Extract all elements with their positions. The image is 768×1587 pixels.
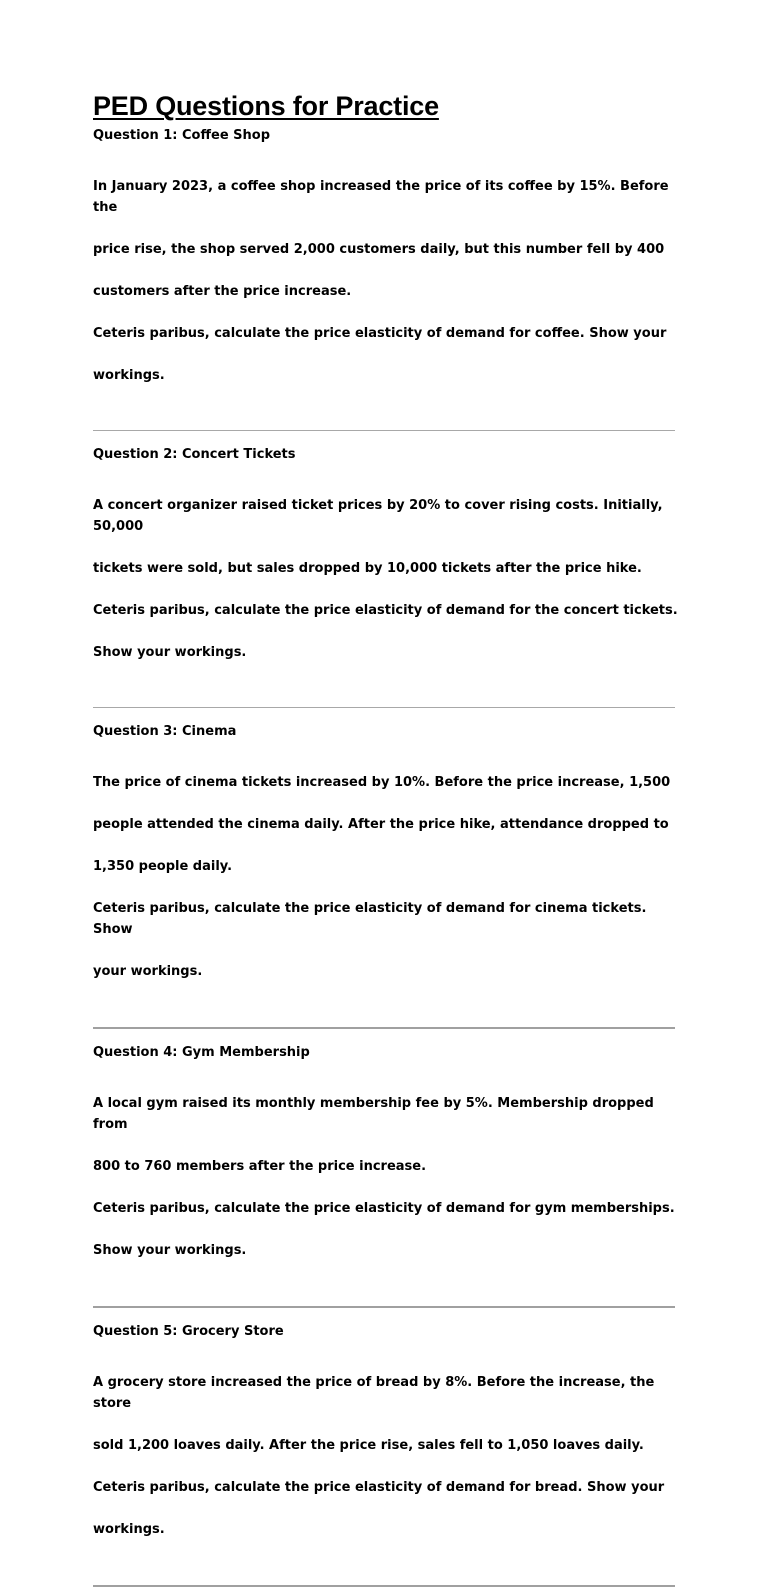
question-5	[93, 1321, 683, 1561]
question-body	[93, 474, 683, 684]
question-line: 1,350 people daily.	[93, 859, 233, 874]
question-line: Ceteris paribus, calculate the price elasticity of demand for bread. Show your	[93, 1480, 665, 1495]
question-line: 800 to 760 members after the price increase.	[93, 1159, 427, 1174]
question-2	[93, 444, 683, 684]
question-body	[93, 155, 683, 407]
question-line: sold 1,200 loaves daily. After the price rise, sales fell to 1,050 loaves daily.	[93, 1438, 644, 1453]
divider	[93, 707, 675, 708]
question-line: A grocery store increased the price of bread by 8%. Before the increase, the store	[93, 1375, 655, 1411]
question-heading: Question 1: Coffee Shop	[93, 128, 271, 143]
question-line: Show your workings.	[93, 645, 247, 660]
divider	[93, 1306, 675, 1308]
question-heading: Question 4: Gym Membership	[93, 1045, 310, 1060]
question-line: In January 2023, a coffee shop increased the price of its coffee by 15%. Before the	[93, 179, 669, 215]
question-heading: Question 5: Grocery Store	[93, 1324, 284, 1339]
question-line: Ceteris paribus, calculate the price elasticity of demand for coffee. Show your	[93, 326, 667, 341]
question-line: Show your workings.	[93, 1243, 247, 1258]
divider	[93, 430, 675, 431]
divider	[93, 1027, 675, 1029]
question-line: tickets were sold, but sales dropped by 10,000 tickets after the price hike.	[93, 561, 642, 576]
question-line: your workings.	[93, 964, 203, 979]
question-line: Ceteris paribus, calculate the price elasticity of demand for the concert tickets.	[93, 603, 678, 618]
question-line: The price of cinema tickets increased by 10%. Before the price increase, 1,500	[93, 775, 671, 790]
page-title: PED Questions for Practice	[93, 91, 439, 121]
question-heading: Question 3: Cinema	[93, 724, 237, 739]
question-line: A local gym raised its monthly membership fee by 5%. Membership dropped from	[93, 1096, 654, 1132]
question-line: customers after the price increase.	[93, 284, 352, 299]
question-line: price rise, the shop served 2,000 customers daily, but this number fell by 400	[93, 242, 665, 257]
question-line: Ceteris paribus, calculate the price elasticity of demand for cinema tickets. Show	[93, 901, 647, 937]
question-line: A concert organizer raised ticket prices by 20% to cover rising costs. Initially, 50,000	[93, 498, 663, 534]
question-line: people attended the cinema daily. After the price hike, attendance dropped to	[93, 817, 669, 832]
question-body	[93, 1072, 683, 1282]
question-1	[93, 125, 683, 407]
question-heading: Question 2: Concert Tickets	[93, 447, 296, 462]
question-line: workings.	[93, 368, 165, 383]
question-4	[93, 1042, 683, 1282]
question-line: workings.	[93, 1522, 165, 1537]
question-body	[93, 751, 683, 1003]
question-body	[93, 1351, 683, 1561]
document	[93, 88, 683, 1587]
question-line: Ceteris paribus, calculate the price elasticity of demand for gym memberships.	[93, 1201, 675, 1216]
question-3	[93, 721, 683, 1003]
